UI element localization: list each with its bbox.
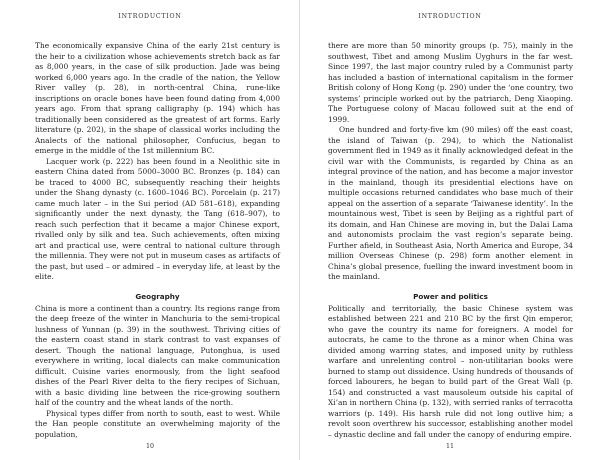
body-paragraph: China is more a continent than a country. Its regions range from the deep freeze of the winter in Manchuria to the semi-tropical lushness of Yunnan (p. 39) in the southwest. Thriving cities of the eastern coast stand in stark contrast to vast expanses of desert. Though the national language, Putonghua, is used everywhere in writing, local dialects can make communication difficult. Cuisine varies enormously, from the light seafood dishes of the Pearl River delta to the fiery recipes of Sichuan, with a basic dividing line between the rice-growing southern half of the country and the wheat lands of the north. (35, 303, 280, 407)
running-head: INTRODUCTION (418, 13, 482, 20)
running-head: INTRODUCTION (118, 13, 182, 20)
body-paragraph: Lacquer work (p. 222) has been found in a Neolithic site in eastern China dated from 5000–3000 BC. Bronzes (p. 184) can be traced to 4000 BC, subsequently reaching their heights under the Shang dynasty (c. 1600–1046 BC). Porcelain (p. 217) came much later – in the Sui period (AD 581–618), expanding significantly under the next dynasty, the Tang (618–907), to reach such perfection that it became a major Chinese export, rivalled only by silk and tea. Such achievements, often mixing art and practical use, were central to national culture through the millennia. They were not put in museum cases as artifacts of the past, but used – or admired – in everyday life, at least by the elite. (35, 156, 280, 281)
left-page-body (35, 41, 280, 439)
body-paragraph: there are more than 50 minority groups (p. 75), mainly in the southwest, Tibet and among Muslim Uyghurs in the far west. Since 1997, the last major country ruled by a Communist party has included a bastion of international capitalism in the former British colony of Hong Kong (p. 290) under the ‘one country, two systems’ principle worked out by the patriarch, Deng Xiaoping. The Portuguese colony of Macau followed suit at the end of 1999. (328, 41, 573, 124)
right-page-body (328, 41, 573, 439)
body-paragraph: Physical types differ from north to south, east to west. While the Han people constitute an overwhelming majority of the population, (35, 408, 280, 439)
right-page (300, 0, 600, 460)
section-heading: Power and politics (413, 291, 488, 301)
body-paragraph: Politically and territorially, the basic Chinese system was established between 221 and 210 BC by the first Qin emperor, who gave the country its name for foreigners. A model for autocrats, he came to the throne as a minor when China was divided among warring states, and imposed unity by ruthless warfare and unrelenting control – non-utilitarian books were burned to stamp out dissidence. Using hundreds of thousands of forced labourers, he began to build part of the Great Wall (p. 154) and constructed a vast mausoleum outside his capital of Xi’an in northern China (p. 132), with serried ranks of terracotta warriors (p. 149). His harsh rule did not long outlive him; a revolt soon overthrew his successor, establishing another model – dynastic decline and fall under the canopy of enduring empire. (328, 303, 573, 439)
section-heading: Geography (135, 291, 180, 301)
body-paragraph: One hundred and forty-five km (90 miles) off the east coast, the island of Taiwan (p. 294), to which the Nationalist government fled in 1949 as it finally acknowledged defeat in the civil war with the Communists, is regarded by China as an integral province of the nation, and has become a major investor in the mainland, though its presidential elections have on multiple occasions returned candidates who base much of their appeal on the assertion of a separate ‘Taiwanese identity’. In the mountainous west, Tibet is seen by Beijing as a rightful part of its domain, and Han Chinese are moving in, but the Dalai Lama and autonomists proclaim the vast region’s separate being. Further afield, in Southeast Asia, North America and Europe, 34 million Overseas Chinese (p. 298) form another element in China’s global presence, fuelling the inward investment boom in the mainland. (328, 125, 573, 281)
body-paragraph: The economically expansive China of the early 21st century is the heir to a civilization whose achievements stretch back as far as 8,000 years, in the case of silk production. Jade was being worked 6,000 years ago. In the cradle of the nation, the Yellow River valley (p. 28), in north-central China, rune-like inscriptions on oracle bones have been found dating from 4,000 years ago. From that sprang calligraphy (p. 194) which has traditionally been considered as the greatest of art forms. Early literature (p. 202), in the shape of classical works including the Analects of the national philosopher, Confucius, began to emerge in the middle of the 1st millennium BC. (35, 41, 280, 155)
page-number: 11 (445, 443, 454, 450)
page-number: 10 (145, 443, 154, 450)
